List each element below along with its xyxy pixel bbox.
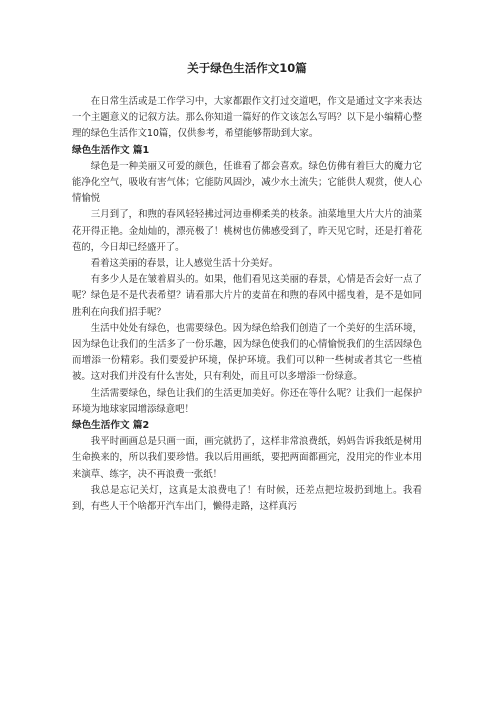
section-paragraph: 我总是忘记关灯，这真是太浪费电了！有时候，还差点把垃圾扔到地上。我看到，有些人干个啥都开汽车出门，懒得走路，这样真污 <box>72 484 422 513</box>
section-paragraph: 生活需要绿色，绿色让我们的生活更加美好。你还在等什么呢？让我们一起保护环境为地球家园增添绿意吧！ <box>72 387 422 415</box>
section-paragraph: 三月到了，和煦的春风轻轻拂过河边垂柳柔美的枝条。油菜地里大片大片的油菜花开得正艳。金灿灿的，漂亮极了！桃树也仿佛感受到了，昨天见它时，还是打着花苞的，今日却已经盛开了。 <box>72 209 422 253</box>
section-paragraph: 生活中处处有绿色，也需要绿色。因为绿色给我们创造了一个美好的生活环境，因为绿色让我们的生活多了一份乐趣，因为绿色使我们的心情愉悦我们的生活因绿色而增添一份精彩。我们要爱护环境，保护环境。我们可以种一些树或者其它一些植被。这对我们并没有什么害处，只有利处，而且可以多增添一份绿意。 <box>72 322 422 383</box>
section-paragraph: 看着这美丽的春景，让人感觉生活十分美好。 <box>90 258 279 270</box>
section-heading: 绿色生活作文 篇2 <box>72 420 150 432</box>
section-paragraph: 我平时画画总是只画一面，画完就扔了，这样非常浪费纸，妈妈告诉我纸是树用生命换来的，所以我们要珍惜。我以后用画纸，要把两面都画完，没用完的作业本用来演草、练字，决不再浪费一张纸！ <box>72 436 422 480</box>
document-title: 关于绿色生活作文10篇 <box>187 61 307 75</box>
section-paragraph: 有多少人是在皱着眉头的。如果，他们看见这美丽的春景，心情是否会好一点了呢？绿色是不是代表希望？请看那大片片的麦苗在和煦的春风中摇曳着，是不是如同胜利在向我们招手呢？ <box>72 274 422 318</box>
document-page <box>72 60 422 515</box>
section-heading: 绿色生活作文 篇1 <box>72 144 150 156</box>
section-paragraph: 绿色是一种美丽又可爱的颜色，任谁看了都会喜欢。绿色仿佛有着巨大的魔力它能净化空气，吸收有害气体；它能防风固沙，减少水土流失；它能供人观赏，使人心情愉悦 <box>72 160 422 205</box>
intro-paragraph: 在日常生活或是工作学习中，大家都跟作文打过交道吧，作文是通过文字来表达一个主题意义的记叙方法。那么你知道一篇好的作文该怎么写吗？以下是小编精心整理的绿色生活作文10篇，仅供参考，希望能够帮助到大家。 <box>72 96 422 140</box>
